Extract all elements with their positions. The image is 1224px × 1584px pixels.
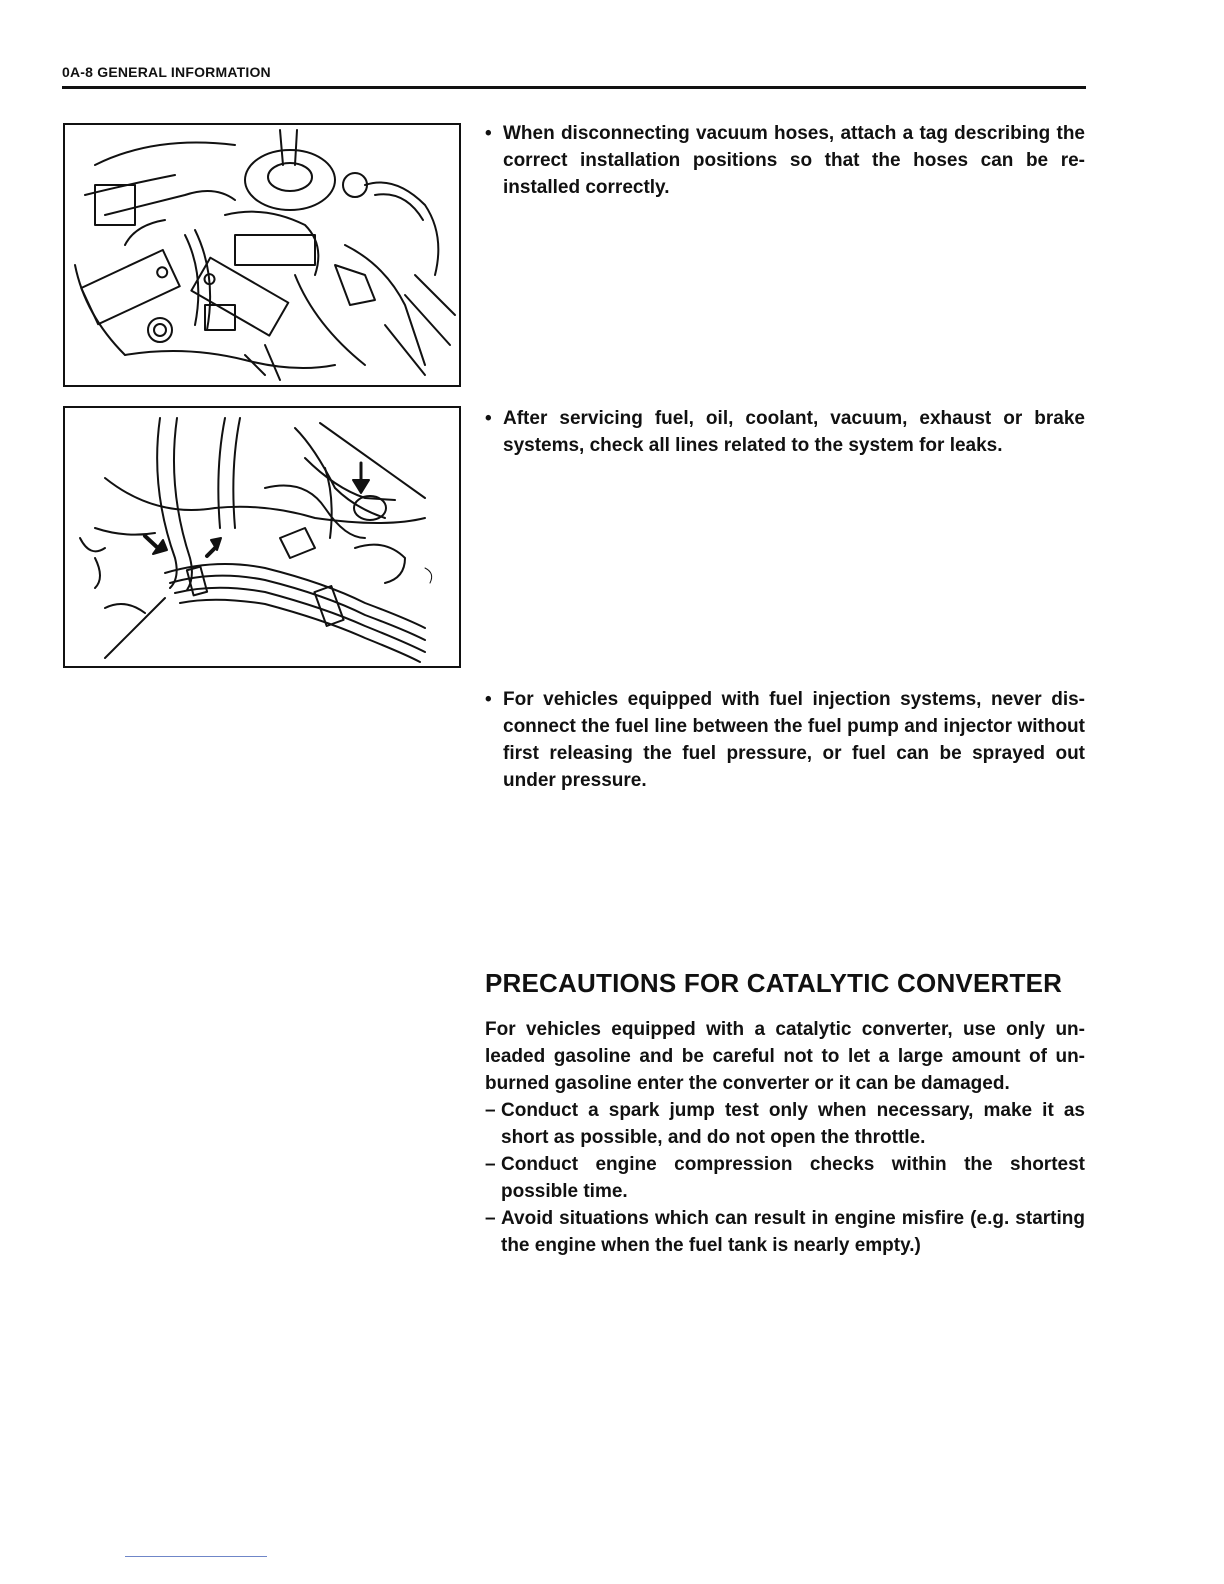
dash-marker: –	[485, 1100, 496, 1121]
bullet-marker: •	[485, 408, 492, 429]
page-header-label: 0A-8 GENERAL INFORMATION	[62, 64, 271, 80]
bullet-vacuum-hose-tags	[485, 120, 1085, 201]
precaution-item	[485, 1097, 1085, 1151]
precaution-text: Conduct a spark jump test only when necessary, make it as short as possible, and do not open the throttle.	[501, 1100, 1085, 1148]
precaution-text: Avoid situations which can result in engine misfire (e.g. starting the engine when the fuel tank is nearly empty.)	[501, 1208, 1085, 1256]
bullet-text: For vehicles equipped with fuel injection systems, never dis-connect the fuel line between the fuel pump and injector without first releasing the fuel pressure, or fuel can be sprayed out under pressure.	[503, 689, 1085, 791]
bullet-text: When disconnecting vacuum hoses, attach a tag describing the correct installation positions so that the hoses can be re-installed correctly.	[503, 123, 1085, 198]
bullet-text: After servicing fuel, oil, coolant, vacuum, exhaust or brake systems, check all lines related to the system for leaks.	[503, 408, 1085, 456]
fuel-line-leak-check-illustration	[63, 406, 461, 668]
bullet-marker: •	[485, 123, 492, 144]
section-body	[485, 1016, 1085, 1259]
footer-divider	[125, 1556, 267, 1557]
section-title: PRECAUTIONS FOR CATALYTIC CONVERTER	[485, 968, 1063, 998]
precaution-item	[485, 1205, 1085, 1259]
dash-marker: –	[485, 1208, 496, 1229]
bullet-marker: •	[485, 689, 492, 710]
bullet-leak-check	[485, 405, 1085, 459]
section-intro: For vehicles equipped with a catalytic converter, use only un-leaded gasoline and be careful not to let a large amount of un-burned gasoline enter the converter or it can be damaged.	[485, 1019, 1085, 1094]
vacuum-hose-tag-illustration	[63, 123, 461, 387]
precaution-item	[485, 1151, 1085, 1205]
precaution-text: Conduct engine compression checks within the shortest possible time.	[501, 1154, 1085, 1202]
dash-marker: –	[485, 1154, 496, 1175]
page-header	[62, 64, 1086, 89]
bullet-fuel-pressure	[485, 686, 1085, 794]
